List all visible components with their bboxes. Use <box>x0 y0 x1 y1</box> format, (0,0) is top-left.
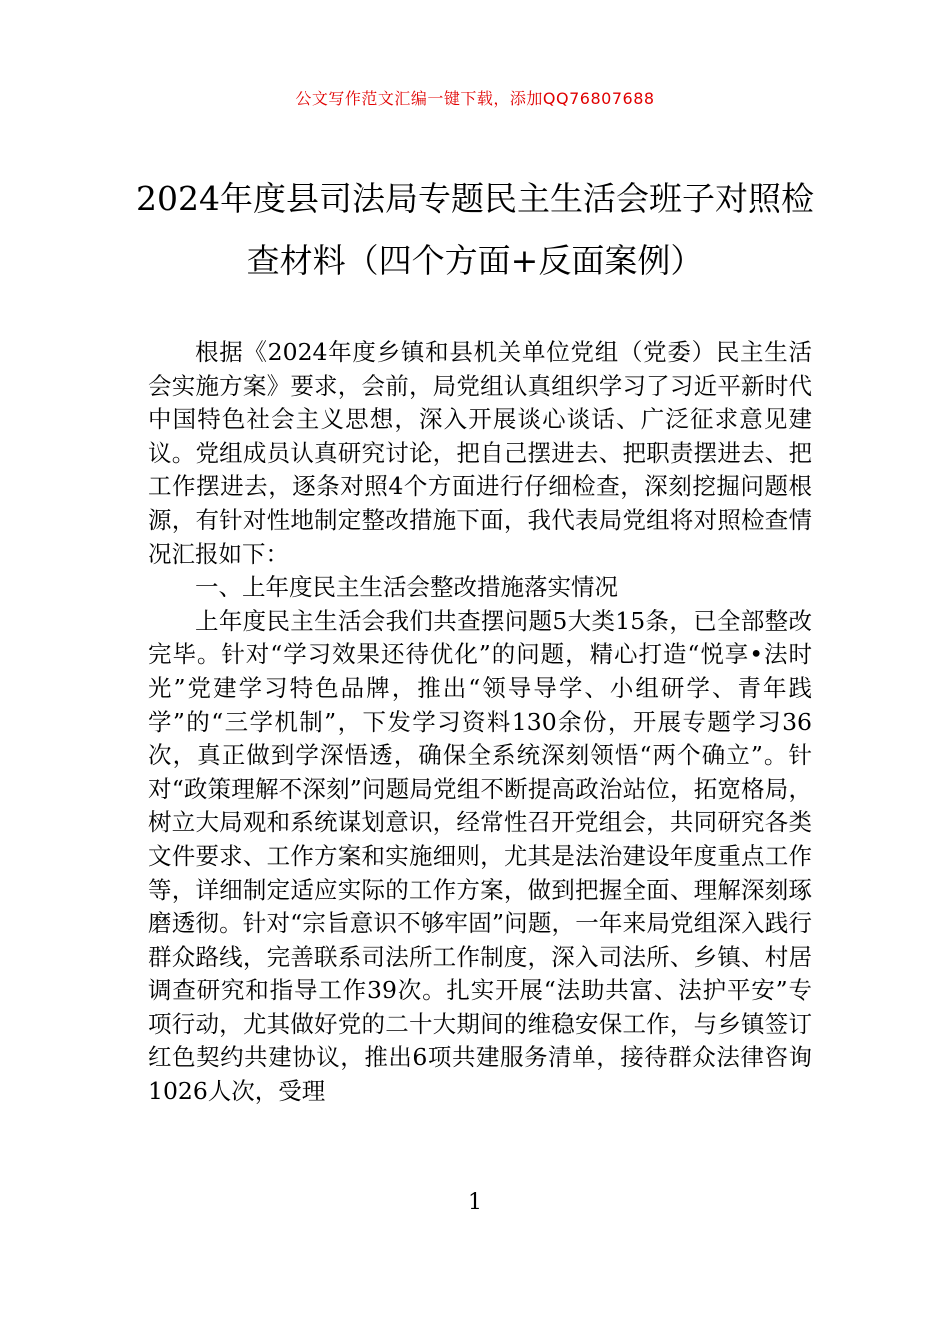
download-banner: 公文写作范文汇编一键下载，添加QQ76807688 <box>295 89 655 108</box>
page-number: 1 <box>468 1190 482 1215</box>
document-title: 2024年度县司法局专题民主生活会班子对照检查材料（四个方面+反面案例） <box>136 179 814 280</box>
section-heading: 一、上年度民主生活会整改措施落实情况 <box>195 573 618 602</box>
document-body <box>148 336 812 1109</box>
rectification-paragraph: 上年度民主生活会我们共查摆问题5大类15条，已全部整改完毕。针对“学习效果还待优化”的问题，精心打造“悦享•法时光”党建学习特色品牌，推出“领导导学、小组研学、青年践学”的“三学机制”，下发学习资料130余份，开展专题学习36次，真正做到学深悟透，确保全系统深刻领悟“两个确立”。针对“政策理解不深刻”问题局党组不断提高政治站位，拓宽格局，树立大局观和系统谋划意识，经常性召开党组会，共同研究各类文件要求、工作方案和实施细则，尤其是法治建设年度重点工作等，详细制定适应实际的工作方案，做到把握全面、理解深刻琢磨透彻。针对“宗旨意识不够牢固”问题，一年来局党组深入践行群众路线，完善联系司法所工作制度，深入司法所、乡镇、村居调查研究和指导工作39次。扎实开展“法助共富、法护平安”专项行动，尤其做好党的二十大期间的维稳安保工作，与乡镇签订红色契约共建协议，推出6项共建服务清单，接待群众法律咨询1026人次，受理 <box>148 606 812 1106</box>
intro-paragraph: 根据《2024年度乡镇和县机关单位党组（党委）民主生活会实施方案》要求，会前，局党组认真组织学习了习近平新时代中国特色社会主义思想，深入开展谈心谈话、广泛征求意见建议。党组成员认真研究讨论，把自己摆进去、把职责摆进去、把工作摆进去，逐条对照4个方面进行仔细检查，深刻挖掘问题根源，有针对性地制定整改措施下面，我代表局党组将对照检查情况汇报如下： <box>148 338 812 568</box>
